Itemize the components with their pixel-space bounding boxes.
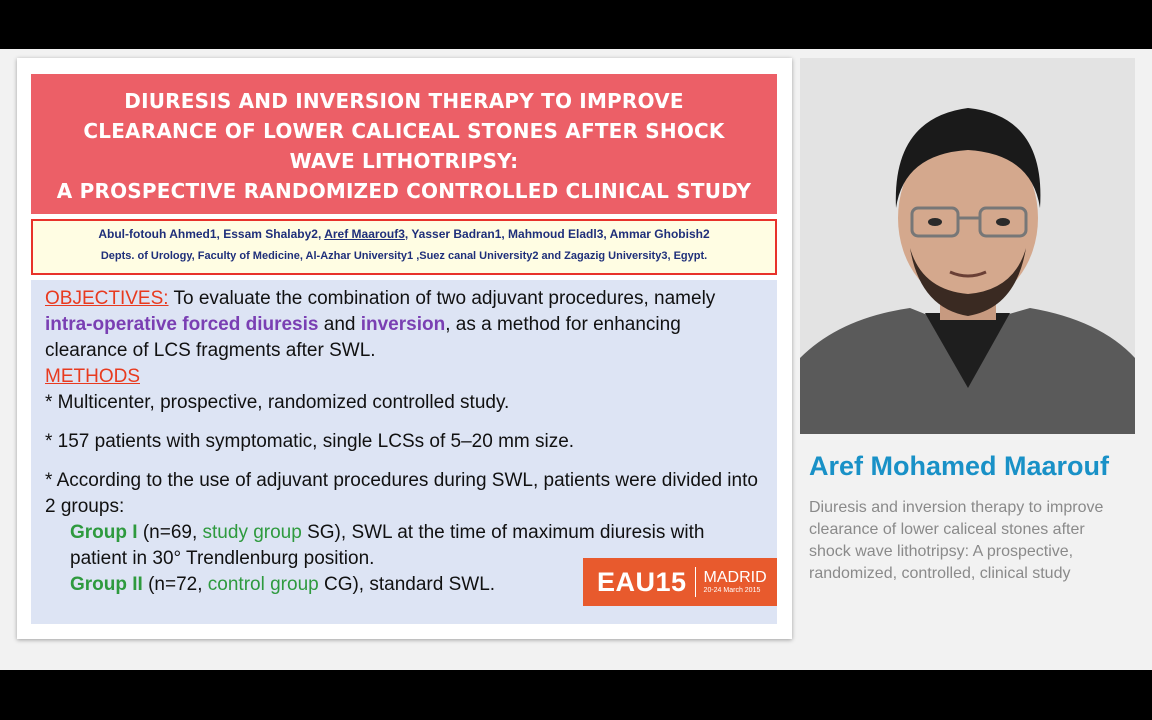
speaker-photo xyxy=(800,58,1135,434)
departments-line: Depts. of Urology, Faculty of Medicine, Al-Azhar University1 ,Suez canal University2 and Zagazig University3, Egypt. xyxy=(100,250,708,262)
methods-heading-line xyxy=(45,364,763,390)
video-stage xyxy=(0,49,1152,670)
method-bullet: * 157 patients with symptomatic, single LCSs of 5–20 mm size. xyxy=(45,431,575,452)
highlight-inversion: inversion xyxy=(360,314,446,335)
objectives-paragraph xyxy=(45,286,763,364)
eau15-logo xyxy=(583,558,777,606)
logo-dates: 20-24 March 2015 xyxy=(703,586,761,594)
group-1-label: Group I xyxy=(70,522,138,543)
logo-city: MADRID xyxy=(703,568,767,586)
group-text: CG), standard SWL. xyxy=(318,574,496,595)
objectives-text: , as a method for enhancing clearance of LCS fragments after SWL. xyxy=(45,314,681,361)
slide-title-banner xyxy=(31,74,777,214)
method-bullet: * According to the use of adjuvant procedures during SWL, patients were divided into 2 groups: xyxy=(45,470,758,517)
objectives-text: To evaluate the combination of two adjuvant procedures, namely xyxy=(168,288,716,309)
group-text: SG), SWL at the time of maximum diuresis with patient in 30° Trendlenburg position. xyxy=(70,522,705,569)
control-group-label: control group xyxy=(207,574,319,595)
group-text: (n=69, xyxy=(137,522,203,543)
highlight-diuresis: intra-operative forced diuresis xyxy=(45,314,319,335)
authors-box xyxy=(31,219,777,275)
slide-title-line: WAVE LITHOTRIPSY: xyxy=(289,149,519,173)
presenting-author: Aref Maarouf3 xyxy=(324,227,405,241)
method-bullet: * Multicenter, prospective, randomized controlled study. xyxy=(45,392,510,413)
methods-heading: METHODS xyxy=(45,366,140,387)
slide-title-line: A PROSPECTIVE RANDOMIZED CONTROLLED CLINICAL STUDY xyxy=(56,179,752,203)
group-text: (n=72, xyxy=(142,574,208,595)
talk-description: Diuresis and inversion therapy to improve clearance of lower caliceal stones after shock wave lithotripsy: A prospective, randomized, controlled, clinical study xyxy=(809,499,1104,582)
logo-divider xyxy=(695,567,696,597)
group-2-label: Group II xyxy=(70,574,143,595)
objectives-heading: OBJECTIVES: xyxy=(45,288,169,309)
speaker-portrait-image xyxy=(800,58,1135,434)
logo-main-text: EAU15 xyxy=(597,566,687,597)
authors-line xyxy=(33,227,775,241)
slide-title-line: DIURESIS AND INVERSION THERAPY TO IMPROVE xyxy=(124,89,684,113)
study-group-label: study group xyxy=(202,522,302,543)
objectives-text: and xyxy=(318,314,361,335)
logo-location xyxy=(704,570,767,595)
presentation-slide xyxy=(17,58,792,639)
authors-text: , Yasser Badran1, Mahmoud Eladl3, Ammar Ghobish2 xyxy=(404,227,710,241)
speaker-name: Aref Mohamed Maarouf xyxy=(809,451,1110,481)
authors-text: Abul-fotouh Ahmed1, Essam Shalaby2, xyxy=(98,227,325,241)
slide-title-line: CLEARANCE OF LOWER CALICEAL STONES AFTER SHOCK xyxy=(83,119,725,143)
